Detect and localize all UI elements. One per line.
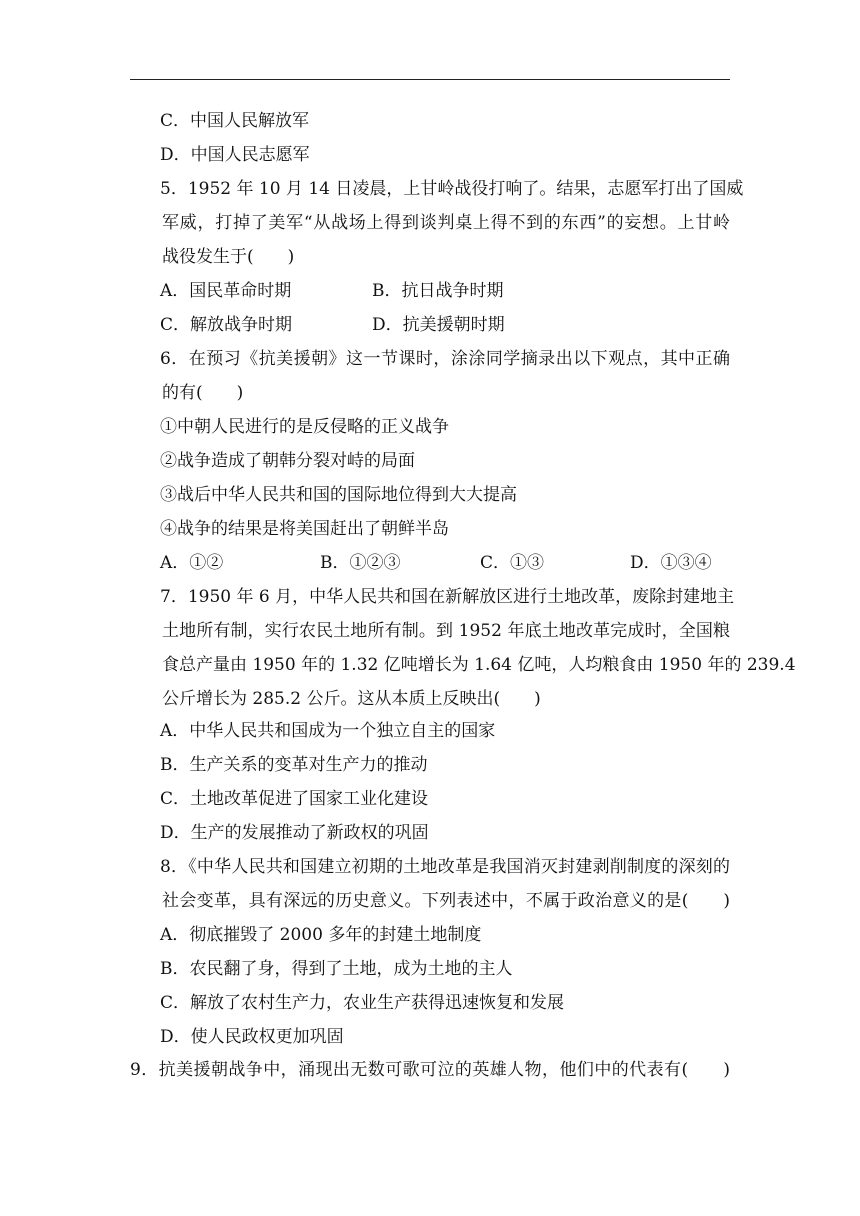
q7-stem-line-4: 公斤增长为 285.2 公斤。这从本质上反映出( ) — [162, 689, 541, 709]
q4-option-d: D．中国人民志愿军 — [160, 145, 310, 165]
q6-option-a: A．①② — [160, 553, 224, 573]
q6-statement-3: ③战后中华人民共和国的国际地位得到大大提高 — [160, 485, 517, 505]
q8-stem-line-1: 8．《中华人民共和国建立初期的土地改革是我国消灭封建剥削制度的深刻的 — [160, 857, 730, 877]
q9-stem-line-1: 9．抗美援朝战争中，涌现出无数可歌可泣的英雄人物，他们中的代表有( ) — [130, 1060, 730, 1080]
header-rule — [130, 79, 730, 80]
q7-option-c: C．土地改革促进了国家工业化建设 — [160, 789, 429, 809]
q6-stem-line-2: 的有( ) — [162, 383, 244, 403]
q8-option-d: D．使人民政权更加巩固 — [160, 1027, 344, 1047]
q5-stem-line-1: 5．1952 年 10 月 14 日凌晨，上甘岭战役打响了。结果，志愿军打出了国威 — [160, 179, 744, 199]
q5-option-c: C．解放战争时期 — [160, 315, 293, 335]
q7-option-a: A．中华人民共和国成为一个独立自主的国家 — [160, 721, 496, 741]
q5-option-d: D．抗美援朝时期 — [372, 315, 505, 335]
q6-option-b: B．①②③ — [320, 553, 401, 573]
q6-option-d: D．①③④ — [630, 553, 712, 573]
q7-option-b: B．生产关系的变革对生产力的推动 — [160, 755, 428, 775]
q8-stem-line-2: 社会变革，具有深远的历史意义。下列表述中，不属于政治意义的是( ) — [162, 891, 730, 911]
q7-option-d: D．生产的发展推动了新政权的巩固 — [160, 823, 429, 843]
q5-stem-line-3: 战役发生于( ) — [162, 247, 295, 267]
q6-stem-line-1: 6．在预习《抗美援朝》这一节课时，涂涂同学摘录出以下观点，其中正确 — [160, 349, 730, 369]
q6-statement-4: ④战争的结果是将美国赶出了朝鲜半岛 — [160, 519, 449, 539]
q5-option-a: A．国民革命时期 — [160, 281, 292, 301]
q8-option-c: C．解放了农村生产力，农业生产获得迅速恢复和发展 — [160, 993, 565, 1013]
q7-stem-line-2: 土地所有制，实行农民土地所有制。到 1952 年底土地改革完成时，全国粮 — [162, 621, 730, 641]
q7-stem-line-3: 食总产量由 1950 年的 1.32 亿吨增长为 1.64 亿吨，人均粮食由 1950 年的 239.4 — [162, 655, 796, 675]
q6-statement-1: ①中朝人民进行的是反侵略的正义战争 — [160, 417, 449, 437]
q6-statement-2: ②战争造成了朝韩分裂对峙的局面 — [160, 451, 415, 471]
q5-stem-line-2: 军威，打掉了美军“从战场上得到谈判桌上得不到的东西”的妄想。上甘岭 — [162, 213, 730, 233]
q4-option-c: C．中国人民解放军 — [160, 111, 310, 131]
q6-option-c: C．①③ — [480, 553, 545, 573]
q8-option-b: B．农民翻了身，得到了土地，成为土地的主人 — [160, 959, 513, 979]
q8-option-a: A．彻底摧毁了 2000 多年的封建土地制度 — [160, 925, 482, 945]
q5-option-b: B．抗日战争时期 — [372, 281, 504, 301]
q7-stem-line-1: 7．1950 年 6 月，中华人民共和国在新解放区进行土地改革，废除封建地主 — [160, 587, 735, 607]
